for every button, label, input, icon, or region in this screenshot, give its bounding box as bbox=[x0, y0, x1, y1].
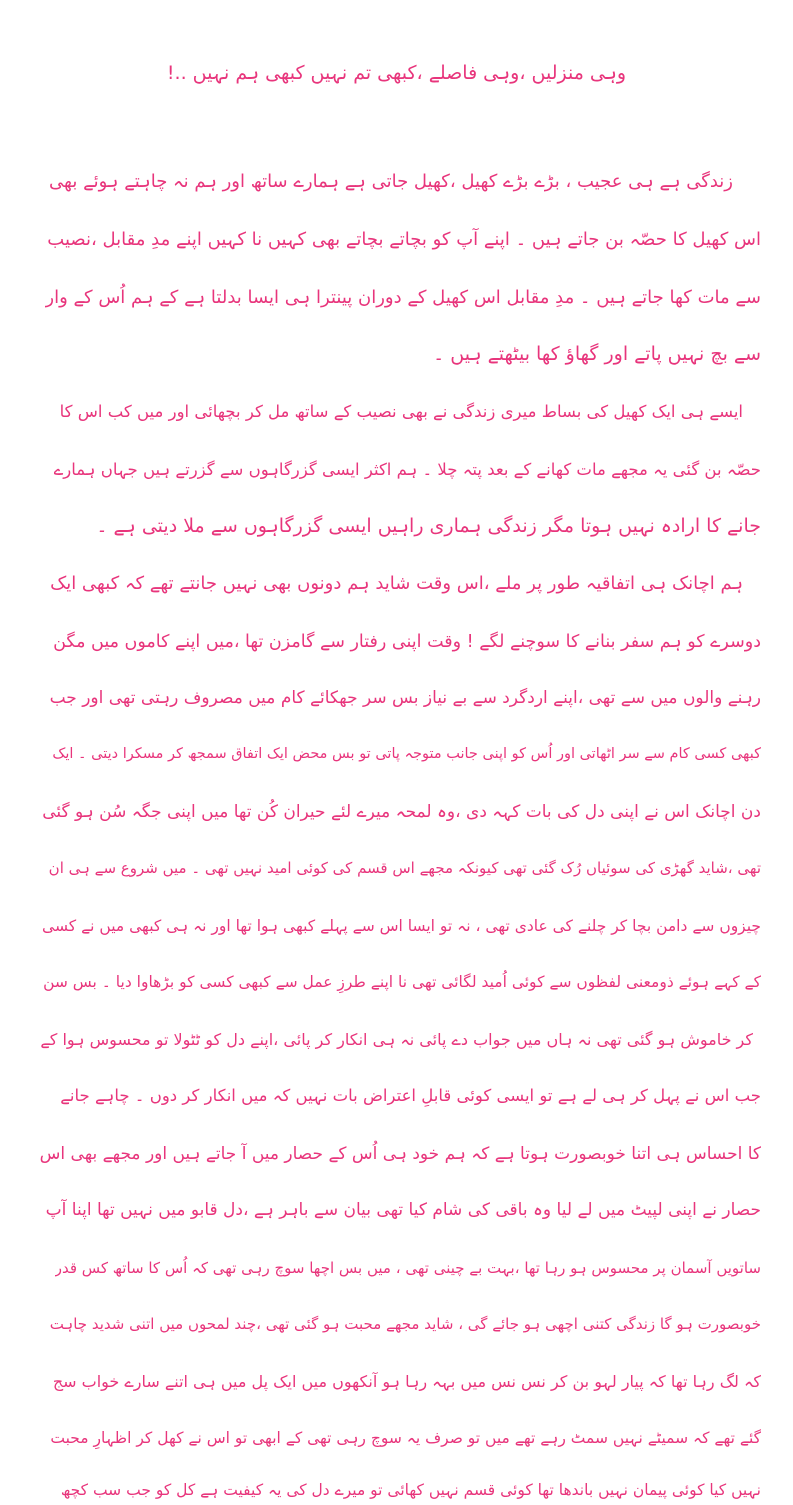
text-line: ساتویں آسمان پر محسوس ہو رہا تھا ،بہت بے چینی تھی ، میں بس اچھا سوچ رہی تھی کہ اُس کا ساتھ کس قدر bbox=[54, 1259, 761, 1277]
text-line: خوبصورت ہو گا زندگی کتنی اچھی ہو جائے گی ، شاید مجھے محبت ہو گئی تھی ،چند لمحوں میں اتنی شدید چاہت bbox=[49, 1315, 761, 1333]
text-line: جب اس نے پہل کر ہی لے ہے تو ایسی کوئی قابلِ اعتراض بات نہیں کہ میں انکار کر دوں ۔ چاہے جانے bbox=[60, 1086, 761, 1105]
text-line: جانے کا ارادہ نہیں ہوتا مگر زندگی ہماری راہیں ایسی گزرگاہوں سے ملا دیتی ہے ۔ bbox=[96, 515, 761, 537]
text-line: اس کھیل کا حصّہ بن جاتے ہیں ۔ اپنے آپ کو بچاتے بچاتے بھی کہیں نا کہیں اپنے مدِ مقابل ،نصیب bbox=[47, 229, 761, 250]
text-line: سے بچ نہیں پاتے اور گھاؤ کھا بیٹھتے ہیں ۔ bbox=[433, 343, 761, 365]
text-line: دوسرے کو ہم سفر بنانے کا سوچنے لگے ! وقت اپنی رفتار سے گامزن تھا ،میں اپنے کاموں میں مگن bbox=[53, 632, 761, 652]
document-title: وہی منزلیں ،وہی فاصلے ،کبھی تم نہیں کبھی ہم نہیں ..! bbox=[166, 62, 627, 84]
text-line: ہم اچانک ہی اتفاقیہ طور پر ملے ،اس وقت شاید ہم دونوں بھی نہیں جانتے تھے کہ کبھی ایک bbox=[50, 573, 743, 594]
text-line: تھی ،شاید گھڑی کی سوئیاں رُک گئی تھی کیونکہ مجھے اس قسم کی کوئی امید نہیں تھی ۔ میں شروع سے ہی ان bbox=[48, 859, 761, 877]
text-line: رہنے والوں میں سے تھی ،اپنے اردگرد سے بے نیاز بس سر جھکائے کام میں مصروف رہتی تھی اور جب bbox=[49, 688, 761, 708]
text-line: گئے تھے کہ سمیٹے نہیں سمٹ رہے تھے میں تو صرف یہ سوچ رہی تھی کے ابھی تو اس نے کھل کر اظہارِ محبت bbox=[50, 1429, 761, 1447]
text-line: کبھی کسی کام سے سر اٹھاتی اور اُس کو اپنی جانب متوجہ پاتی تو بس محض ایک اتفاق سمجھ کر مسکرا دیتی ۔ ایک bbox=[52, 746, 761, 762]
text-line: کا احساس ہی اتنا خوبصورت ہوتا ہے کہ ہم خود ہی اُس کے حصار میں آ جاتے ہیں اور مجھے بھی اس bbox=[40, 1144, 761, 1164]
text-line: دن اچانک اس نے اپنی دل کی بات کہہ دی ،وہ لمحہ میرے لئے حیران کُن تھا میں اپنی جگہ سُن ہو گئی bbox=[42, 802, 761, 822]
text-line: نہیں کیا کوئی پیمان نہیں باندھا تھا کوئی قسم نہیں کھائی تو میرے دل کی یہ کیفیت ہے کل کو جب سب کچھ bbox=[60, 1481, 761, 1499]
text-line: کے کہے ہوئے ذومعنی لفظوں سے کوئی اُمید لگائی تھی نا اپنے طرزِ عمل سے کبھی کسی کو بڑھاوا دیا ۔ بس سن bbox=[43, 973, 761, 991]
text-line: کہ لگ رہا تھا کہ پیار لہو بن کر نس نس میں بہہ رہا ہو آنکھوں میں ایک پل میں ہی اتنے سارے خواب سج bbox=[52, 1372, 761, 1391]
text-line: حصار نے اپنی لپیٹ میں لے لیا وہ باقی کی شام کیا تھی بیان سے باہر ہے ،دل قابو میں نہیں تھا اپنا آپ bbox=[45, 1200, 761, 1220]
text-line: کر خاموش ہو گئی تھی نہ ہاں میں جواب دے پائی نہ ہی انکار کر پائی ،اپنے دل کو ٹٹولا تو محسوس ہوا کے bbox=[40, 1030, 753, 1049]
text-line: ایسے ہی ایک کھیل کی بساط میری زندگی نے بھی نصیب کے ساتھ مل کر بچھائی اور میں کب اس کا bbox=[59, 402, 743, 421]
text-line: سے مات کھا جاتے ہیں ۔ مدِ مقابل اس کھیل کے دوران پینترا ہی ایسا بدلتا ہے کے ہم اُس کے وار bbox=[45, 287, 761, 308]
text-line: زندگی ہے ہی عجیب ، بڑے بڑے کھیل ،کھیل جاتی ہے ہمارے ساتھ اور ہم نہ چاہتے ہوئے بھی bbox=[49, 171, 733, 192]
text-line: حصّہ بن گئی یہ مجھے مات کھانے کے بعد پتہ چلا ۔ ہم اکثر ایسی گزرگاہوں سے گزرتے ہیں جہاں ہمارے bbox=[53, 460, 761, 479]
document-body bbox=[40, 0, 773, 1500]
text-line: چیزوں سے دامن بچا کر چلنے کی عادی تھی ، نہ تو ایسا اس سے پہلے کبھی ہوا تھا اور نہ ہی کبھی میں نے کسی bbox=[42, 917, 761, 935]
